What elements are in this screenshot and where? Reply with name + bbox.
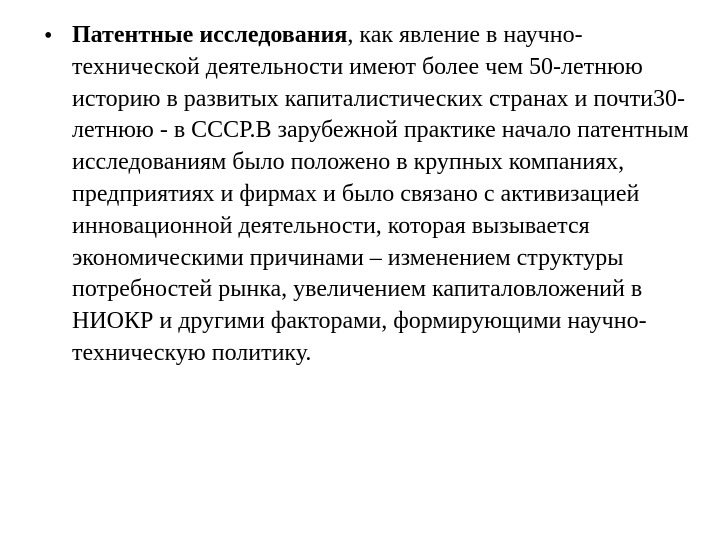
bullet-marker: • — [44, 23, 53, 49]
bullet-text — [72, 20, 690, 370]
bullet-item — [30, 20, 690, 370]
bullet-bold-lead: Патентные исследования — [72, 22, 348, 48]
bullet-body: , как явление в научно-технической деятельности имеют более чем 50-летнюю историю в развитых капиталистических странах и почти30-летнюю - в СССР.В зарубежной практике начало патентным исследованиям было положено в крупных компаниях, предприятиях и фирмах и было связано с активизацией инновационной деятельности, которая вызывается экономическими причинами – изменением структуры потребностей рынка, увеличением капиталовложений в НИОКР и другими факторами, формирующими научно-техническую политику. — [72, 22, 689, 366]
